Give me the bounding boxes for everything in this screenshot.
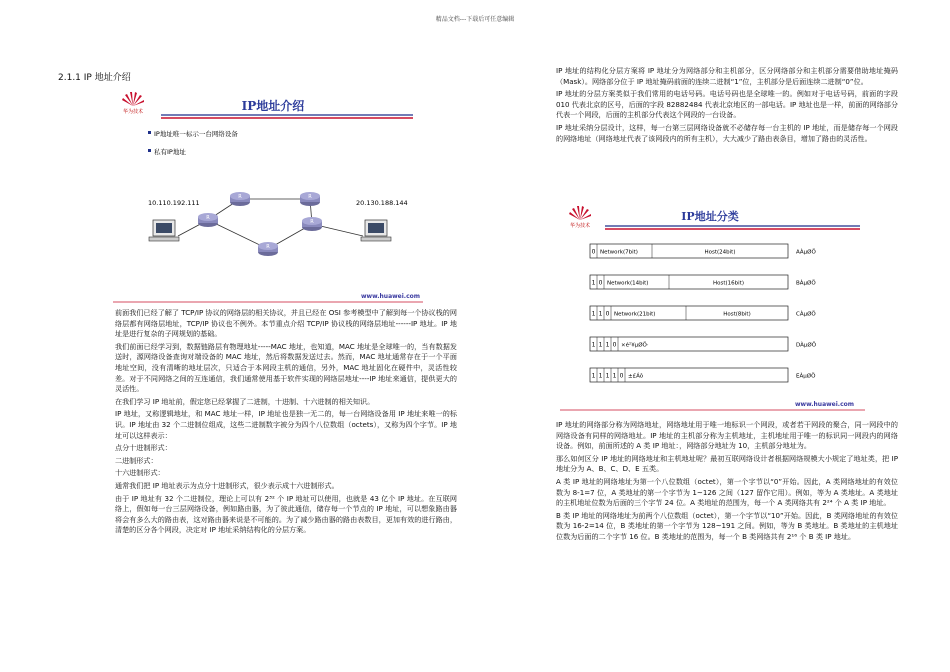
host-field: Host(8bit) [723, 311, 751, 318]
class-row [590, 337, 817, 351]
router-icon [300, 192, 320, 206]
svg-text:R: R [206, 215, 210, 221]
svg-text:R: R [310, 219, 314, 225]
slide2-url: www.huawei.com [795, 401, 854, 408]
bit-value: 1 [598, 310, 603, 318]
class-row [590, 368, 816, 382]
bit-value: 0 [619, 372, 624, 380]
left-column-text [115, 308, 457, 538]
class-row [590, 306, 816, 320]
paragraph: 通常我们把 IP 地址表示为点分十进制形式，很少表示成十六进制形式。 [115, 480, 339, 490]
svg-text:R: R [308, 194, 312, 200]
network-field: ×é²¥µØÖ· [621, 342, 649, 349]
slide-ip-classes [560, 200, 865, 415]
class-label: CÀµØÖ [796, 311, 816, 318]
paragraph: 我们前面已经学习到，数据链路层有物理地址-----MAC 地址，也知道，MAC 地址是全球唯一的，当有数据发送时，源网络设备查询对端设备的 MAC 地址，然后将数据发送过去。然而，MAC 地址通常存在于一个平面地址空间，没有清晰的地址层次，只适合于本网段主机的通信，另外，MAC 地址固化在硬件中，灵活性较差。对于不同网络之间的互连通信，我们通常使用基于软件实现的网络层地址----IP 地址来通信，提供更大的灵活性。 [115, 341, 457, 394]
bit-value: 1 [591, 279, 596, 287]
slide-ip-intro [113, 86, 423, 308]
host-field: Host(24bit) [704, 249, 736, 256]
class-label: EÀµØÖ [796, 373, 816, 380]
paragraph: IP 地址，又称逻辑地址，和 MAC 地址一样，IP 地址也是独一无二的，每一台网络设备用 IP 地址来唯一的标识。IP 地址由 32 个二进制位组成，这些二进制数字被分为四个八位数组（octets），又称为四个字节。IP 地址可以这样表示： [115, 409, 457, 440]
router-icon [258, 242, 278, 256]
right-column-text [556, 66, 898, 146]
bit-value: 1 [591, 341, 596, 349]
router-icon [302, 217, 322, 231]
slide1-bullet-1: IP地址唯一标示一台网络设备 [154, 130, 238, 138]
bit-value: 1 [605, 341, 610, 349]
paragraph: 点分十进制形式： [115, 443, 172, 453]
page-header-note: 精品文档---下载后可任意编辑 [435, 16, 515, 23]
class-label: AÀµØÖ [796, 249, 816, 256]
paragraph: IP 地址的分层方案类似于我们常用的电话号码。电话号码也是全球唯一的。例如对于电话号码，前面的字段 010 代表北京的区号，后面的字段 82882484 代表北京地区的一部电话。IP 地址也是一样，前面的网络部分代表一个网段，后面的主机部分代表这个网段的一台设备。 [556, 89, 898, 120]
bit-value: 1 [591, 372, 596, 380]
class-label: BÀµØÖ [796, 280, 816, 287]
logo-text: 华为技术 [123, 109, 144, 115]
computer-icon [361, 220, 391, 241]
bit-value: 1 [612, 372, 617, 380]
paragraph: IP 地址的结构化分层方案将 IP 地址分为网络部分和主机部分，区分网络部分和主机部分需要借助地址掩码（Mask）。网络部分位于 IP 地址掩码前面的连续二进制“1”位，主机部分是后面连续二进制“0”位。 [556, 66, 898, 86]
paragraph: 那么如何区分 IP 地址的网络地址和主机地址呢？最初互联网络设计者根据网络规模大小规定了地址类，把 IP 地址分为 A、B、C、D、E 五类。 [556, 453, 898, 474]
bit-value: 0 [598, 279, 603, 287]
paragraph: IP 地址采纳分层设计，这样，每一台第三层网络设备就不必储存每一台主机的 IP 地址，而是储存每一个网段的网络地址（网络地址代表了该网段内的所有主机），大大减少了路由表条目，增加了路由的灵活性。 [556, 122, 898, 143]
right-column-text-2 [556, 420, 898, 545]
paragraph: 二进制形式： [115, 455, 158, 465]
bit-value: 0 [605, 310, 610, 318]
paragraph: 在我们学习 IP 地址前，假定您已经掌握了二进制，十进制、十六进制的相关知识。 [115, 396, 375, 406]
slide1-title: IP地址介绍 [241, 99, 305, 113]
slide1-url: www.huawei.com [361, 293, 420, 300]
huawei-logo [122, 92, 144, 115]
bit-value: 1 [605, 372, 610, 380]
right-host-ip: 20.130.188.144 [356, 199, 408, 207]
paragraph: B 类 IP 地址的网络地址为前两个八位数组（octet），第一个字节以“10”开始。因此，B 类网络地址的有效位数为 16-2=14 位，B 类地址的第一个字节为 128~191 之间。例如，等为 B 类地址。B 类地址的主机地址位数为后面的二个字节 16 位。B 类地址的范围为，每一个 B 类网络共有 2¹⁶ 个 B 类 IP 地址。 [556, 510, 898, 541]
left-host-ip: 10.110.192.111 [148, 199, 200, 207]
router-icon [230, 192, 250, 206]
class-row [590, 275, 816, 289]
logo-text: 华为技术 [570, 223, 591, 229]
network-field: Network(14bit) [607, 280, 649, 287]
router-icon [198, 213, 218, 227]
paragraph: 由于 IP 地址有 32 个二进制位，理论上可以有 2³² 个 IP 地址可以使用，也就是 43 亿个 IP 地址。在互联网络上，假如每一台三层网络设备，例如路由器，为了彼此通信，储存每一个节点的 IP 地址，可以想象路由器将会有多么大的路由表，这对路由器来说是不可能的。为了减少路由器的路由表数目，更加有效的进行路由，清楚的区分各个网段，决定对 IP 地址采纳结构化的分层方案。 [115, 493, 457, 535]
network-field: ±£Áô [628, 373, 644, 380]
row-box [590, 337, 788, 351]
bit-value: 1 [598, 372, 603, 380]
huawei-logo [569, 206, 591, 229]
paragraph: A 类 IP 地址的网络地址为第一个八位数组（octet），第一个字节以“0”开始。因此，A 类网络地址的有效位数为 8-1=7 位，A 类地址的第一个字节为 1~126 之间（127 留作它用）。例如，等为 A 类地址。A 类地址的主机地址位数为后面的三个字节 24 位。A 类地址的范围为，每一个 A 类网络共有 2²⁴ 个 A 类 IP 地址。 [556, 476, 898, 508]
class-row [590, 244, 817, 258]
network-field: Network(7bit) [600, 249, 638, 256]
bit-value: 0 [612, 341, 617, 349]
bit-value: 0 [591, 248, 596, 256]
paragraph: 前面我们已经了解了 TCP/IP 协议的网络层的相关协议，并且已经在 OSI 参考模型中了解到每一个协议栈的网络层都有网络层地址，TCP/IP 协议也不例外。本节重点介绍 TCP/IP 协议栈的网络层地址------IP 地址。IP 地址是进行复杂的子网规划的基础。 [115, 308, 457, 339]
bit-value: 1 [591, 310, 596, 318]
bit-value: 1 [598, 341, 603, 349]
svg-text:R: R [266, 244, 270, 250]
class-label: DÀµØÖ [796, 342, 817, 349]
network-field: Network(21bit) [614, 311, 656, 318]
slide2-title: IP地址分类 [681, 210, 739, 223]
host-field: Host(16bit) [713, 280, 744, 287]
section-title: 2.1.1 IP 地址介绍 [58, 73, 131, 83]
slide1-bullet-2: 私有IP地址 [154, 148, 186, 156]
class-table [590, 244, 817, 382]
paragraph: IP 地址的网络部分称为网络地址，网络地址用于唯一地标识一个网段，或者若干网段的聚合，同一网段中的网络设备有同样的网络地址。IP 地址的主机部分称为主机地址，主机地址用于唯一的标识同一网段内的网络设备。例如，前面所述的 A 类 IP 地址：，网络部分地址为 10，主机部分地址为。 [556, 420, 898, 451]
computer-icon [149, 220, 179, 241]
paragraph: 十六进制形式： [115, 468, 165, 478]
svg-text:R: R [238, 194, 242, 200]
